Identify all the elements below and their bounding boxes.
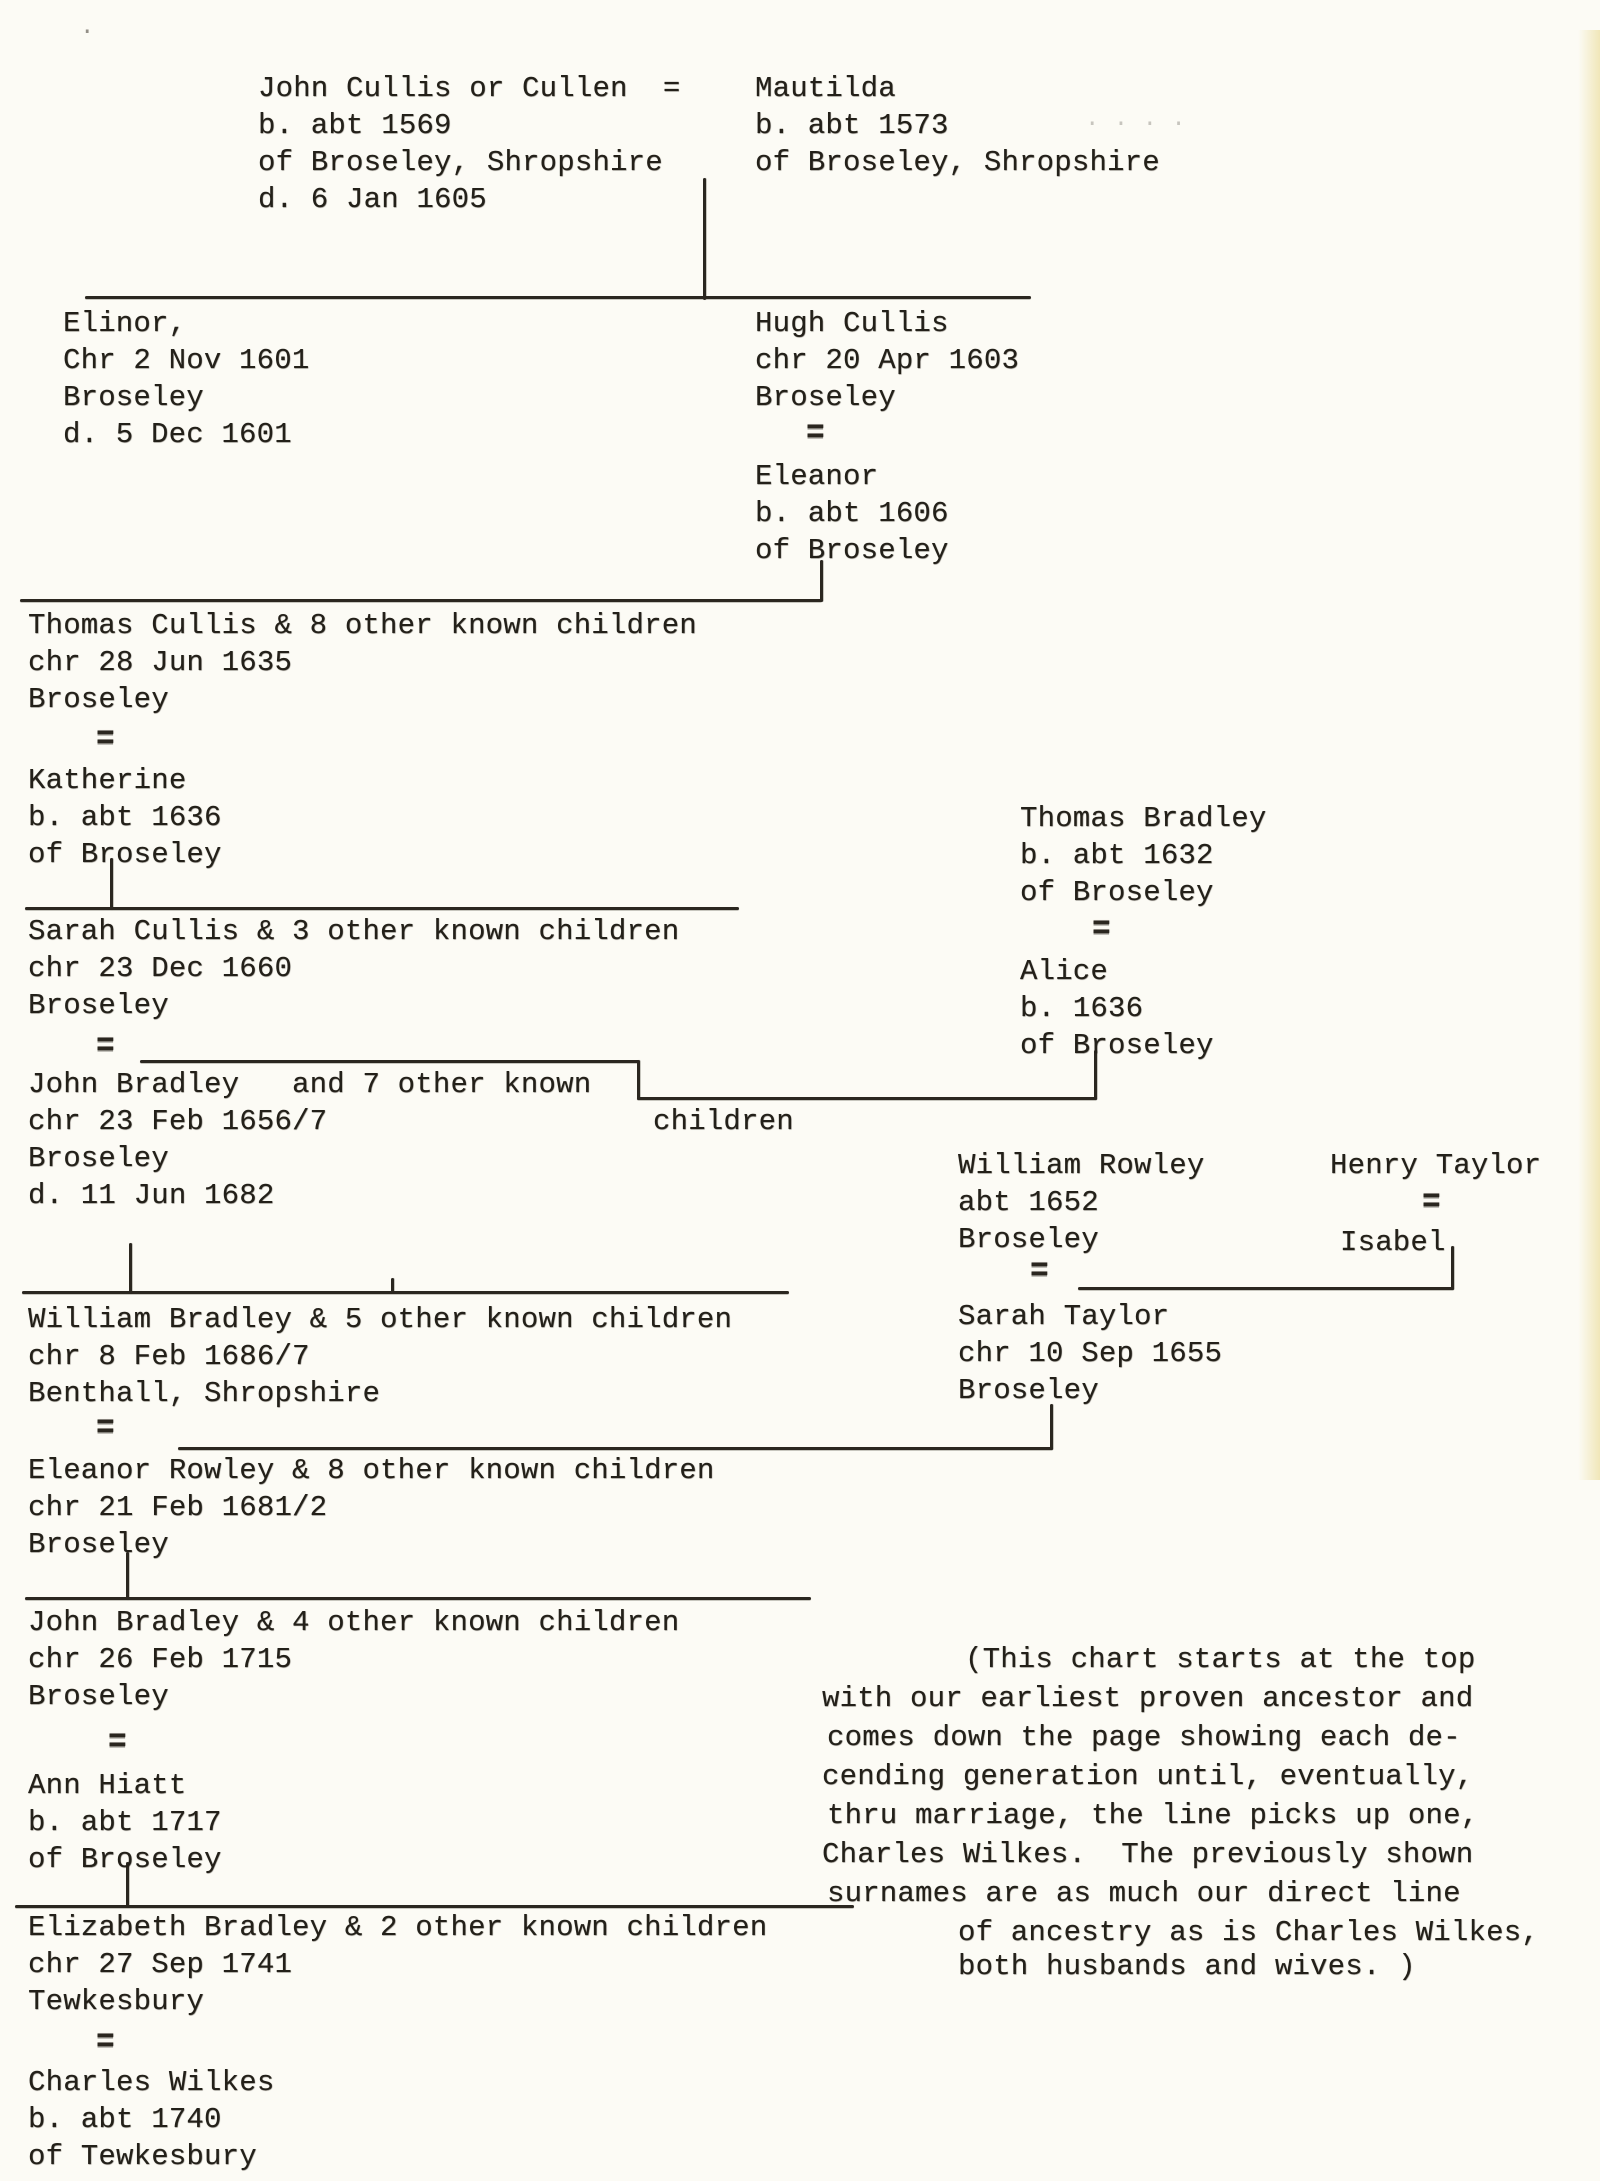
person-line: d. 6 Jan 1605 xyxy=(258,183,487,216)
person-line: children xyxy=(653,1105,794,1138)
connector-v-williambradley-tick xyxy=(391,1278,394,1292)
person-block-john-cullis xyxy=(258,70,680,218)
connector-h-children-line xyxy=(637,1097,1097,1100)
person-line: Ann Hiatt xyxy=(28,1769,187,1802)
person-line: Broseley xyxy=(28,1142,169,1175)
marriage-equals-williambradley-eleanorrowley: = xyxy=(96,1410,115,1447)
scan-dots: . . . . xyxy=(1085,106,1186,133)
person-line: Charles Wilkes xyxy=(28,2066,275,2099)
person-block-william-rowley xyxy=(958,1147,1204,1258)
person-block-henry-taylor xyxy=(1330,1147,1541,1184)
person-line: b. abt 1606 xyxy=(755,497,949,530)
connector-h-johnbradley-header xyxy=(140,1060,639,1063)
person-line: of Broseley xyxy=(28,1843,222,1876)
person-line: of Broseley, Shropshire xyxy=(755,146,1160,179)
person-line: b. abt 1717 xyxy=(28,1806,222,1839)
person-block-children-continuation xyxy=(653,1103,794,1140)
paper-edge-tint xyxy=(1578,30,1600,1480)
note-line: Charles Wilkes. The previously shown xyxy=(822,1838,1474,1871)
person-line: Broseley xyxy=(958,1223,1099,1256)
person-line: b. abt 1740 xyxy=(28,2103,222,2136)
note-line: surnames are as much our direct line xyxy=(827,1877,1461,1910)
connector-h-johnbradley2-divider xyxy=(25,1597,811,1600)
person-line: Alice xyxy=(1020,955,1109,988)
person-line: Hugh Cullis xyxy=(755,307,949,340)
person-line: of Broseley xyxy=(28,838,222,871)
person-line: chr 28 Jun 1635 xyxy=(28,646,293,679)
person-line: b. abt 1573 xyxy=(755,109,949,142)
person-line: Elizabeth Bradley & 2 other known children xyxy=(28,1911,768,1944)
person-block-isabel xyxy=(1340,1224,1446,1261)
person-line: Henry Taylor xyxy=(1330,1149,1542,1182)
connector-h-isabel-connector xyxy=(1078,1287,1454,1290)
person-line: Eleanor xyxy=(755,460,879,493)
person-line: Thomas Bradley xyxy=(1020,802,1267,835)
person-line: Broseley xyxy=(63,381,204,414)
person-block-alice xyxy=(1020,953,1214,1064)
marriage-equals-elizabethbradley-charleswilkes: = xyxy=(96,2024,115,2061)
marriage-equals-thomasbradley-alice: = xyxy=(1092,911,1111,948)
person-line: of Broseley, Shropshire xyxy=(258,146,663,179)
person-line: chr 26 Feb 1715 xyxy=(28,1643,293,1676)
person-line: d. 5 Dec 1601 xyxy=(63,418,292,451)
person-block-elinor xyxy=(63,305,309,453)
person-line: Sarah Cullis & 3 other known children xyxy=(28,915,680,948)
person-line: Chr 2 Nov 1601 xyxy=(63,344,310,377)
person-line: Sarah Taylor xyxy=(958,1300,1170,1333)
person-line: John Bradley and 7 other known xyxy=(28,1068,592,1101)
person-line: abt 1652 xyxy=(958,1186,1099,1219)
person-line: d. 11 Jun 1682 xyxy=(28,1179,275,1212)
person-block-elizabeth-bradley xyxy=(28,1909,767,2020)
person-block-hugh-cullis xyxy=(755,305,1019,416)
person-block-sarah-taylor xyxy=(958,1298,1222,1409)
person-block-thomas-cullis xyxy=(28,607,697,718)
connector-v-isabel-down xyxy=(1451,1246,1454,1290)
connector-h-eleanorrowley-divider xyxy=(178,1447,1053,1450)
person-line: chr 23 Dec 1660 xyxy=(28,952,293,985)
person-line: Mautilda xyxy=(755,72,896,105)
connector-h-gen3-divider xyxy=(20,599,822,602)
connector-h-williambradley-divider xyxy=(22,1291,789,1294)
person-line: chr 23 Feb 1656/7 xyxy=(28,1105,328,1138)
person-line: b. abt 1632 xyxy=(1020,839,1214,872)
person-block-thomas-bradley xyxy=(1020,800,1266,911)
person-line: Broseley xyxy=(28,1528,169,1561)
person-block-john-bradley-2 xyxy=(28,1604,679,1715)
person-block-eleanor-rowley xyxy=(28,1452,715,1563)
note-line: comes down the page showing each de- xyxy=(827,1721,1461,1754)
connector-v-johnbradley-down xyxy=(129,1243,132,1294)
person-block-ann-hiatt xyxy=(28,1767,222,1878)
note-line: (This chart starts at the top xyxy=(965,1643,1476,1676)
person-line: Broseley xyxy=(958,1374,1099,1407)
person-block-charles-wilkes xyxy=(28,2064,274,2175)
connector-h-gen4-divider xyxy=(25,907,739,910)
marriage-equals-hugh-eleanor: = xyxy=(806,415,825,452)
note-line: both husbands and wives. ) xyxy=(958,1950,1416,1983)
person-line: Broseley xyxy=(755,381,896,414)
person-line: William Bradley & 5 other known children xyxy=(28,1303,733,1336)
person-block-eleanor xyxy=(755,458,949,569)
person-line: of Tewkesbury xyxy=(28,2140,257,2173)
person-line: William Rowley xyxy=(958,1149,1205,1182)
note-line: thru marriage, the line picks up one, xyxy=(827,1799,1479,1832)
person-line: b. 1636 xyxy=(1020,992,1144,1025)
person-block-william-bradley xyxy=(28,1301,732,1412)
person-line: John Cullis or Cullen = xyxy=(258,72,681,105)
person-line: Broseley xyxy=(28,989,169,1022)
marriage-equals-williamrowley-sarahtaylor: = xyxy=(1030,1253,1049,1290)
person-line: Broseley xyxy=(28,1680,169,1713)
person-line: Elinor, xyxy=(63,307,187,340)
connector-v-john-mautilda-down xyxy=(703,178,706,300)
marriage-equals-thomascullis-katherine: = xyxy=(96,721,115,758)
person-block-john-bradley-1 xyxy=(28,1066,591,1214)
person-block-katherine xyxy=(28,762,222,873)
note-line: cending generation until, eventually, xyxy=(822,1760,1474,1793)
person-line: Broseley xyxy=(28,683,169,716)
marriage-equals-johnbradley2-annhiatt: = xyxy=(108,1724,127,1761)
person-line: chr 20 Apr 1603 xyxy=(755,344,1020,377)
scan-speck: . xyxy=(80,14,95,41)
person-line: b. abt 1569 xyxy=(258,109,452,142)
person-line: Eleanor Rowley & 8 other known children xyxy=(28,1454,715,1487)
connector-h-elizabethbradley-divider xyxy=(15,1905,854,1908)
person-line: of Broseley xyxy=(755,534,949,567)
note-line: with our earliest proven ancestor and xyxy=(822,1682,1474,1715)
marriage-equals-sarahcullis-johnbradley: = xyxy=(96,1028,115,1065)
person-line: b. abt 1636 xyxy=(28,801,222,834)
connector-v-johnbradley-jog xyxy=(637,1060,640,1100)
person-block-sarah-cullis xyxy=(28,913,679,1024)
person-line: chr 10 Sep 1655 xyxy=(958,1337,1223,1370)
person-line: chr 8 Feb 1686/7 xyxy=(28,1340,310,1373)
person-line: Katherine xyxy=(28,764,187,797)
person-line: Tewkesbury xyxy=(28,1985,205,2018)
person-line: John Bradley & 4 other known children xyxy=(28,1606,680,1639)
person-line: Thomas Cullis & 8 other known children xyxy=(28,609,697,642)
person-line: chr 27 Sep 1741 xyxy=(28,1948,293,1981)
person-line: Isabel xyxy=(1340,1226,1446,1259)
connector-v-sarahtaylor-down xyxy=(1050,1404,1053,1450)
person-line: of Broseley xyxy=(1020,1029,1214,1062)
marriage-equals-henrytaylor-isabel: = xyxy=(1422,1184,1441,1221)
connector-h-gen2-divider xyxy=(85,296,1031,299)
note-line: of ancestry as is Charles Wilkes, xyxy=(958,1916,1539,1949)
person-line: of Broseley xyxy=(1020,876,1214,909)
person-line: chr 21 Feb 1681/2 xyxy=(28,1491,328,1524)
person-line: Benthall, Shropshire xyxy=(28,1377,381,1410)
